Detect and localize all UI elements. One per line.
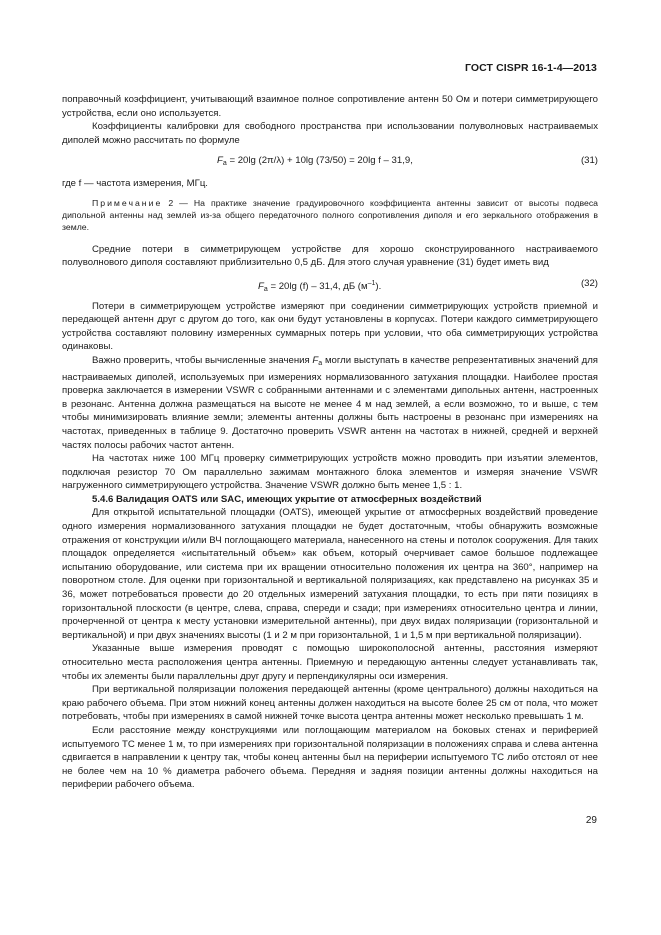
inline-var-f: F <box>312 354 319 366</box>
verification-text-end: могли выступать в качестве репрезентативных значений для настраиваемых диполей, используемых при измерениях нормализованного затухания площадки. Наиболее простая проверка заключается в измерении VSWR с собранными антеннами и с элементами дипольных антенн, настроенных в резонанс. Антенна должна размещаться на высоте не менее 4 м над землей, а если возможно, то и выше, с тем чтобы минимизировать влияние земли; элементы антенны должны быть настроены в резонанс при измерениях на частотах, приведенных в таблице 9. Достаточно проверить VSWR антенн на частотах в нижней, средней и верхней частях полосы рабочих частот антенн. <box>62 354 598 451</box>
section-heading-5-4-6: 5.4.6 Валидация OATS или SAC, имеющих укрытие от атмосферных воздействий <box>92 493 482 505</box>
paragraph-verification <box>62 354 598 452</box>
paragraph-where-f: где f — частота измерения, МГц. <box>62 177 208 189</box>
inline-var-subscript: a <box>318 359 323 367</box>
formula-32-rhs-end: ). <box>375 280 382 292</box>
paragraph-low-frequency: На частотах ниже 100 МГц проверку симметрирующих устройств можно проводить при изъятии элементов, подключая резистор 70 Ом параллельно зажимам монтажного блока элементов и измеряя значение VSWR нагруженного симметрирующего устройства. Значение VSWR должно быть менее 1,5 : 1. <box>62 453 598 492</box>
paragraph-vertical-polarization: При вертикальной поляризации положения передающей антенны (кроме центрального) должны находиться на краю рабочего объема. При этом нижний конец антенны должен находиться на высоте более 25 см от пола, что может потребовать, чтобы при измерениях в самой нижней точке высота центра антенны может несколько превышать 1 м. <box>62 684 598 723</box>
paragraph-broadband-antenna: Указанные выше измерения проводят с помощью широкополосной антенны, расстояния измеряют относительно места расположения центра антенны. Приемную и передающую антенны следует устанавливать так, чтобы их элементы были параллельны друг другу и перпендикулярны оси измерения. <box>62 643 598 682</box>
formula-32-expression <box>258 277 381 297</box>
verification-text-start: Важно проверить, чтобы вычисленные значения <box>92 354 313 366</box>
formula-31 <box>62 154 598 168</box>
formula-32-rhs-superscript: –1 <box>367 279 376 287</box>
formula-31-expression <box>217 154 413 171</box>
paragraph-side-walls: Если расстояние между конструкциями или поглощающим материалом на боковых стенах и периферией испытуемого ТС менее 1 м, то при измерениях при горизонтальной поляризации в положениях справа и слева антенна сдвигается в направлении к центру так, чтобы конец антенны был на периферии испытуемого ТС либо отстоял от нее не более чем на 10 % диаметра рабочего объема. Передняя и задняя позиции антенны должны находиться на периферии рабочего объема. <box>62 724 598 791</box>
paragraph-balun-measurement: Потери в симметрирующем устройстве измеряют при соединении симметрирующих устройств приемной и передающей антенн друг с другом до того, как они будут установлены в корпусах. Потери каждого симметрирующего устройства составляют половину измеренных суммарных потерь при условии, что оба симметрирующих устройства одинаковы. <box>62 300 598 353</box>
paragraph-calibration-coefficients: Коэффициенты калибровки для свободного пространства при использовании полуволновых настраиваемых диполей можно рассчитать по формуле <box>62 121 598 146</box>
paragraph-oats-validation: Для открытой испытательной площадки (OATS), имеющей укрытие от атмосферных воздействий проведение одного измерения нормализованного затухания площадки не будет достаточным, чтобы обнаружить возможные отражения от конструкции и/или ВЧ поглощающего материала, нанесенного на стены и потолок сооружения. Для таких площадок определяется «испытательный объем» как объем, который очерчивает самое большое подлежащее испытанию оборудование, или система при их вращении относительно положения их центра на 360°, например на поворотном столе. Для оценки при горизонтальной и вертикальной поляризациях, как представлено на рисунках 35 и 36, может потребоваться провести до 20 отдельных измерений затухания площадки, то есть при пяти позициях в горизонтальной плоскости (в центре, слева, справа, спереди и сзади; при измерениях относительно центра и линии, прочерченной от центра к месту установки измерительной антенны), при двух видах поляризации (горизонтальной и вертикальной) и при двух значениях высоты (1 и 2 м при горизонтальной, 1 и 1,5 м при вертикальной поляризации). <box>62 507 598 641</box>
note-2 <box>62 197 598 234</box>
formula-32-rhs: = 20lg (f) – 31,4, дБ (м <box>267 280 368 292</box>
formula-31-number: (31) <box>580 155 598 167</box>
formula-31-rhs: = 20lg (2π/λ) + 10lg (73/50) = 20lg f – 31,9, <box>226 155 413 167</box>
document-body <box>62 93 598 792</box>
formula-32-number: (32) <box>580 277 598 289</box>
paragraph-balun-losses: Средние потери в симметрирующем устройстве для хорошо сконструированного настраиваемого полуволнового диполя составляют приблизительно 0,5 дБ. Для этого случая уравнение (31) будет иметь вид <box>62 243 598 269</box>
standard-header: ГОСТ CISPR 16-1-4—2013 <box>464 62 597 74</box>
note-label: Примечание <box>92 197 163 208</box>
note-text: 2 — На практике значение градуировочного коэффициента антенны зависит от высоты подвеса дипольной антенны над землей из-за общего передаточного полного сопротивления диполя и его зеркального отображения в земле. <box>62 197 598 233</box>
page-number: 29 <box>585 815 597 826</box>
formula-32 <box>62 277 598 291</box>
formula-31-lhs: F <box>217 155 223 167</box>
formula-32-lhs: F <box>258 280 264 292</box>
formula-32-lhs-subscript: a <box>263 285 268 293</box>
paragraph-correction-factor: поправочный коэффициент, учитывающий взаимное полное сопротивление антенн 50 Ом и потери симметрирующего устройства, если оно используется. <box>62 94 598 119</box>
formula-31-lhs-subscript: a <box>222 160 227 168</box>
